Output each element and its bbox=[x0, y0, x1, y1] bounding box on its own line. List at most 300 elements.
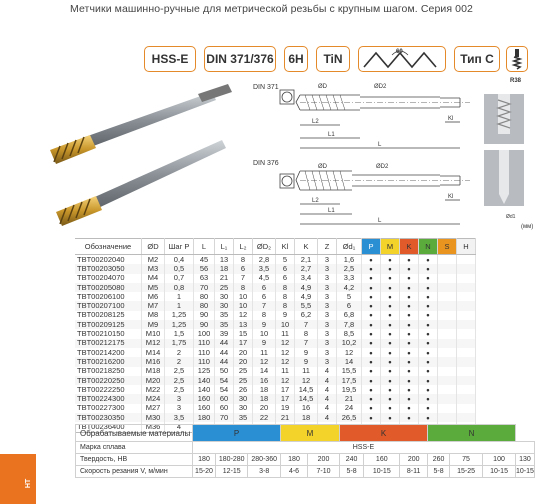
compat-cell: • bbox=[362, 404, 381, 413]
cell: 10,2 bbox=[337, 339, 362, 348]
compat-cell: • bbox=[419, 357, 438, 366]
cell: 18 bbox=[253, 394, 276, 403]
cell: TBT00227300 bbox=[75, 404, 142, 413]
tolerance-badge: 6H bbox=[284, 46, 308, 72]
header-6: ØD₂ bbox=[253, 239, 276, 255]
header-2: Шаг P bbox=[165, 239, 194, 255]
speed-cell: 15-20 bbox=[193, 466, 216, 478]
spec-table bbox=[75, 238, 476, 433]
compat-cell: • bbox=[362, 311, 381, 320]
cell: 4 bbox=[318, 394, 337, 403]
hardness-cell: 75 bbox=[450, 454, 483, 466]
compat-cell bbox=[457, 394, 476, 403]
header-10: Ød₁ bbox=[337, 239, 362, 255]
cell: 60 bbox=[215, 404, 234, 413]
cell: 25 bbox=[234, 376, 253, 385]
compat-cell bbox=[438, 311, 457, 320]
speed-cell: 3-8 bbox=[248, 466, 281, 478]
cell: 18 bbox=[295, 413, 318, 422]
header-9: Z bbox=[318, 239, 337, 255]
cell: M9 bbox=[142, 320, 165, 329]
cell: 7 bbox=[295, 339, 318, 348]
cell: 18 bbox=[253, 385, 276, 394]
cell: 21 bbox=[215, 274, 234, 283]
spiral-tap-icon bbox=[511, 48, 523, 70]
dim-l2-1: L2 bbox=[312, 119, 319, 125]
compat-cell: • bbox=[381, 394, 400, 403]
cell: 2,8 bbox=[253, 255, 276, 265]
cell: 2,5 bbox=[337, 264, 362, 273]
cell: 12 bbox=[276, 339, 295, 348]
cell: 8,5 bbox=[337, 329, 362, 338]
dim-d-1: ØD bbox=[318, 84, 327, 90]
compat-cell: • bbox=[419, 274, 438, 283]
compat-cell bbox=[457, 274, 476, 283]
thread-angle-badge bbox=[358, 46, 446, 72]
cell: 3,5 bbox=[253, 264, 276, 273]
cell: 3,4 bbox=[295, 274, 318, 283]
compat-cell bbox=[438, 367, 457, 376]
compat-cell bbox=[457, 385, 476, 394]
cell: TBT00210150 bbox=[75, 329, 142, 338]
cell: 140 bbox=[194, 385, 215, 394]
table-row bbox=[75, 264, 476, 273]
cell: 2,5 bbox=[165, 376, 194, 385]
cell: TBT00216200 bbox=[75, 357, 142, 366]
cell: 2,7 bbox=[295, 264, 318, 273]
cell: M7 bbox=[142, 301, 165, 310]
compat-cell bbox=[457, 348, 476, 357]
cell: TBT00218250 bbox=[75, 367, 142, 376]
cell: 6 bbox=[253, 283, 276, 292]
dim-d2-2: ØD2 bbox=[376, 164, 389, 170]
cell: 5 bbox=[276, 255, 295, 265]
cell: 17 bbox=[234, 339, 253, 348]
material-group-P: P bbox=[193, 425, 281, 442]
compat-cell: • bbox=[400, 376, 419, 385]
cell: 1,6 bbox=[337, 255, 362, 265]
dim-kl-1: Kl bbox=[448, 116, 454, 122]
compat-cell: • bbox=[419, 320, 438, 329]
cell: M24 bbox=[142, 394, 165, 403]
compat-cell: • bbox=[419, 394, 438, 403]
compat-cell bbox=[457, 376, 476, 385]
cell: 0,7 bbox=[165, 274, 194, 283]
cell: TBT00220250 bbox=[75, 376, 142, 385]
cell: 80 bbox=[194, 301, 215, 310]
compat-cell: • bbox=[362, 385, 381, 394]
cell: TBT00212175 bbox=[75, 339, 142, 348]
compat-cell: • bbox=[419, 292, 438, 301]
page-title: Метчики машинно-ручные для метрической резьбы с крупным шагом. Серия 002 bbox=[70, 3, 473, 15]
compat-cell: • bbox=[419, 385, 438, 394]
side-tab bbox=[0, 454, 36, 504]
cell: 3 bbox=[318, 329, 337, 338]
compat-cell bbox=[438, 255, 457, 265]
chip-badge bbox=[506, 46, 528, 72]
cell: 90 bbox=[194, 320, 215, 329]
cell: 7 bbox=[234, 274, 253, 283]
cell: 6 bbox=[253, 292, 276, 301]
cell: 50 bbox=[215, 367, 234, 376]
compat-cell bbox=[457, 357, 476, 366]
compat-cell bbox=[438, 329, 457, 338]
cell: 6 bbox=[234, 264, 253, 273]
cell: 3,5 bbox=[165, 413, 194, 422]
cell: 63 bbox=[194, 274, 215, 283]
cell: 30 bbox=[234, 404, 253, 413]
cell: M16 bbox=[142, 357, 165, 366]
cell: 3 bbox=[318, 301, 337, 310]
cell: 8 bbox=[295, 329, 318, 338]
cell: 3 bbox=[318, 357, 337, 366]
compat-cell: • bbox=[381, 320, 400, 329]
cell: 8 bbox=[276, 301, 295, 310]
speed-cell: 5-8 bbox=[428, 466, 450, 478]
compat-cell bbox=[438, 264, 457, 273]
cell: 2,5 bbox=[165, 385, 194, 394]
cell: 3 bbox=[318, 311, 337, 320]
compat-cell: • bbox=[381, 367, 400, 376]
dim-d-2: ØD bbox=[318, 164, 327, 170]
cell: 15 bbox=[234, 329, 253, 338]
cell: 3 bbox=[318, 339, 337, 348]
compat-cell: • bbox=[362, 292, 381, 301]
cell: 7,8 bbox=[337, 320, 362, 329]
din376-drawing bbox=[280, 171, 470, 224]
cell: 6 bbox=[276, 274, 295, 283]
cell: M14 bbox=[142, 348, 165, 357]
din371-label: DIN 371 bbox=[253, 84, 279, 91]
cell: 4,9 bbox=[295, 283, 318, 292]
compat-cell bbox=[438, 413, 457, 422]
cell: 4 bbox=[318, 367, 337, 376]
cell: 9 bbox=[295, 357, 318, 366]
cell: M36 bbox=[142, 422, 165, 432]
compat-cell bbox=[457, 255, 476, 265]
cell: 30 bbox=[234, 394, 253, 403]
cell: 10 bbox=[276, 320, 295, 329]
speed-cell: 10-15 bbox=[483, 466, 516, 478]
speed-cell: 10-15 bbox=[364, 466, 400, 478]
compat-cell bbox=[438, 404, 457, 413]
table-row bbox=[75, 320, 476, 329]
cell: 11 bbox=[276, 367, 295, 376]
compat-cell: • bbox=[400, 255, 419, 265]
compat-cell: • bbox=[419, 283, 438, 292]
cell: 100 bbox=[194, 329, 215, 338]
header-1: ØD bbox=[142, 239, 165, 255]
cell: M6 bbox=[142, 292, 165, 301]
cell: 110 bbox=[194, 357, 215, 366]
din376-label: DIN 376 bbox=[253, 160, 279, 167]
compat-cell: • bbox=[381, 348, 400, 357]
chip-label: R38 bbox=[510, 78, 522, 84]
technical-drawing bbox=[0, 80, 560, 240]
cell: 1 bbox=[165, 292, 194, 301]
cell: 12 bbox=[276, 357, 295, 366]
cell: TBT00224300 bbox=[75, 394, 142, 403]
speed-cell: 5-8 bbox=[340, 466, 364, 478]
cell: 3 bbox=[165, 394, 194, 403]
cell: M12 bbox=[142, 339, 165, 348]
compat-cell: • bbox=[381, 339, 400, 348]
header-0: Обозначение bbox=[75, 239, 142, 255]
compat-cell bbox=[457, 320, 476, 329]
compat-cell: • bbox=[419, 339, 438, 348]
compat-cell bbox=[457, 329, 476, 338]
speed-cell: 12-15 bbox=[216, 466, 248, 478]
compat-cell: • bbox=[362, 274, 381, 283]
cell: 0,5 bbox=[165, 264, 194, 273]
compat-cell: • bbox=[362, 329, 381, 338]
cell: 30 bbox=[215, 301, 234, 310]
cell: 2 bbox=[165, 357, 194, 366]
cell: 8 bbox=[253, 311, 276, 320]
header-13: K bbox=[400, 239, 419, 255]
table-row bbox=[75, 255, 476, 265]
compat-cell: • bbox=[381, 376, 400, 385]
hardness-cell: 200 bbox=[308, 454, 340, 466]
cell: 2 bbox=[165, 348, 194, 357]
cell: 3 bbox=[318, 274, 337, 283]
cell: 14,5 bbox=[295, 385, 318, 394]
table-row bbox=[75, 413, 476, 422]
compat-cell bbox=[438, 320, 457, 329]
section-view-top bbox=[484, 94, 524, 144]
header-7: Kl bbox=[276, 239, 295, 255]
speed-cell: 8-11 bbox=[400, 466, 428, 478]
cell: 80 bbox=[194, 292, 215, 301]
cell: 22 bbox=[253, 413, 276, 422]
cell: 7 bbox=[295, 320, 318, 329]
cell: 12 bbox=[276, 348, 295, 357]
cell: 8 bbox=[276, 292, 295, 301]
table-row bbox=[75, 367, 476, 376]
cell: 3 bbox=[318, 320, 337, 329]
compat-cell: • bbox=[362, 413, 381, 422]
cell: 125 bbox=[194, 367, 215, 376]
dim-l1-1: L1 bbox=[328, 132, 335, 138]
compat-cell bbox=[457, 301, 476, 310]
header-4: L₁ bbox=[215, 239, 234, 255]
cell: 160 bbox=[194, 404, 215, 413]
cell: 21 bbox=[276, 413, 295, 422]
compat-cell: • bbox=[400, 329, 419, 338]
cell: 17,5 bbox=[337, 376, 362, 385]
cell: 35 bbox=[215, 311, 234, 320]
standard-badge: DIN 371/376 bbox=[204, 46, 276, 72]
cell: 9 bbox=[295, 348, 318, 357]
side-tab-label: НТ bbox=[25, 478, 33, 489]
speed-cell: 15-25 bbox=[450, 466, 483, 478]
table-row bbox=[75, 274, 476, 283]
cell: 14 bbox=[253, 367, 276, 376]
cell: 24 bbox=[337, 404, 362, 413]
cell: 3 bbox=[318, 348, 337, 357]
cell: 20 bbox=[253, 404, 276, 413]
table-row bbox=[75, 348, 476, 357]
table-row bbox=[75, 394, 476, 403]
compat-cell: • bbox=[400, 311, 419, 320]
cell: 15,5 bbox=[337, 367, 362, 376]
cell: 12 bbox=[253, 357, 276, 366]
compat-cell: • bbox=[419, 255, 438, 265]
compat-cell bbox=[457, 311, 476, 320]
compat-cell bbox=[457, 339, 476, 348]
hardness-cell: 180-280 bbox=[216, 454, 248, 466]
hardness-cell: 160 bbox=[364, 454, 400, 466]
compat-cell: • bbox=[400, 339, 419, 348]
cell: 18 bbox=[215, 264, 234, 273]
cell: 20 bbox=[234, 357, 253, 366]
cell: 3,3 bbox=[337, 274, 362, 283]
cell: 26 bbox=[234, 385, 253, 394]
cell: 4 bbox=[318, 376, 337, 385]
compat-cell bbox=[457, 367, 476, 376]
unit-label: (мм) bbox=[521, 224, 534, 230]
cell: 44 bbox=[215, 357, 234, 366]
dim-kl-2: Kl bbox=[448, 194, 454, 200]
cell: 5,5 bbox=[295, 301, 318, 310]
cell: 56 bbox=[194, 264, 215, 273]
compat-cell bbox=[438, 394, 457, 403]
cell: TBT00209125 bbox=[75, 320, 142, 329]
speed-label: Скорость резания V, м/мин bbox=[76, 466, 193, 478]
dim-l2-2: L2 bbox=[312, 198, 319, 204]
hardness-row bbox=[76, 454, 535, 466]
compat-cell: • bbox=[362, 376, 381, 385]
hardness-cell: 100 bbox=[483, 454, 516, 466]
thread-profile-icon bbox=[362, 47, 442, 71]
cell: 17 bbox=[276, 385, 295, 394]
cell: 10 bbox=[253, 329, 276, 338]
table-row bbox=[75, 339, 476, 348]
compat-cell: • bbox=[400, 320, 419, 329]
compat-cell: • bbox=[400, 301, 419, 310]
angle-label: 60 bbox=[396, 49, 403, 55]
cell: TBT00204070 bbox=[75, 274, 142, 283]
compat-cell bbox=[457, 264, 476, 273]
header-15: S bbox=[438, 239, 457, 255]
compat-cell: • bbox=[419, 329, 438, 338]
cell: 11 bbox=[276, 329, 295, 338]
cell: 25 bbox=[234, 367, 253, 376]
cell: 54 bbox=[215, 385, 234, 394]
compat-cell: • bbox=[400, 394, 419, 403]
compat-cell: • bbox=[381, 255, 400, 265]
table-row bbox=[75, 292, 476, 301]
compat-cell: • bbox=[381, 413, 400, 422]
cell: 35 bbox=[234, 413, 253, 422]
cell: 20 bbox=[234, 348, 253, 357]
cell: 11 bbox=[253, 348, 276, 357]
cell: 110 bbox=[194, 339, 215, 348]
dim-d2-1: ØD2 bbox=[374, 84, 387, 90]
cell: 44 bbox=[215, 339, 234, 348]
header-12: M bbox=[381, 239, 400, 255]
cell: 1,5 bbox=[165, 329, 194, 338]
cell: M18 bbox=[142, 367, 165, 376]
compat-cell: • bbox=[362, 357, 381, 366]
compat-cell bbox=[457, 413, 476, 422]
cell: 3 bbox=[318, 255, 337, 265]
cell: 45 bbox=[194, 255, 215, 265]
header-3: L bbox=[194, 239, 215, 255]
alloy-row bbox=[76, 442, 535, 454]
compat-cell: • bbox=[381, 264, 400, 273]
hardness-cell: 130 bbox=[516, 454, 535, 466]
cell: 4 bbox=[318, 385, 337, 394]
cell: M4 bbox=[142, 274, 165, 283]
cell: 8 bbox=[234, 283, 253, 292]
compat-cell: • bbox=[400, 292, 419, 301]
cell: 4,5 bbox=[253, 274, 276, 283]
cell: 11 bbox=[295, 367, 318, 376]
material-group-N: N bbox=[428, 425, 516, 442]
compat-cell: • bbox=[419, 376, 438, 385]
table-row bbox=[75, 301, 476, 310]
compat-cell: • bbox=[362, 255, 381, 265]
cell: 6 bbox=[276, 264, 295, 273]
cell: 6,8 bbox=[337, 311, 362, 320]
compat-cell bbox=[438, 339, 457, 348]
cell: TBT00207100 bbox=[75, 301, 142, 310]
cell: 180 bbox=[194, 413, 215, 422]
compat-cell: • bbox=[419, 311, 438, 320]
cell: 19,5 bbox=[337, 385, 362, 394]
cell: 5 bbox=[337, 292, 362, 301]
cell: TBT00205080 bbox=[75, 283, 142, 292]
cell: 1,25 bbox=[165, 311, 194, 320]
header-8: K bbox=[295, 239, 318, 255]
compat-cell: • bbox=[419, 367, 438, 376]
cell: 44 bbox=[215, 348, 234, 357]
table-header-row bbox=[75, 239, 476, 255]
cell: 19 bbox=[276, 404, 295, 413]
speed-cell: 10-15 bbox=[516, 466, 535, 478]
table-row bbox=[75, 357, 476, 366]
table-row bbox=[75, 283, 476, 292]
compat-cell: • bbox=[381, 274, 400, 283]
compat-cell: • bbox=[400, 385, 419, 394]
cell: 21 bbox=[337, 394, 362, 403]
cell: 110 bbox=[194, 348, 215, 357]
cell: 13 bbox=[234, 320, 253, 329]
cell: 26,5 bbox=[337, 413, 362, 422]
cell: 0,4 bbox=[165, 255, 194, 265]
speed-cell: 7-10 bbox=[308, 466, 340, 478]
table-row bbox=[75, 385, 476, 394]
cell: 12 bbox=[295, 376, 318, 385]
cell: 0,8 bbox=[165, 283, 194, 292]
compat-cell: • bbox=[400, 413, 419, 422]
cell: 14 bbox=[337, 357, 362, 366]
cell: 12 bbox=[276, 376, 295, 385]
cell: 4,2 bbox=[337, 283, 362, 292]
compat-cell: • bbox=[400, 357, 419, 366]
speed-cell: 4-6 bbox=[281, 466, 308, 478]
compat-cell: • bbox=[419, 348, 438, 357]
compat-cell: • bbox=[362, 264, 381, 273]
cell: 4,9 bbox=[295, 292, 318, 301]
dim-d1: Ød1 bbox=[506, 214, 516, 220]
cell: 3 bbox=[318, 283, 337, 292]
compat-cell: • bbox=[400, 367, 419, 376]
cell: 3 bbox=[318, 264, 337, 273]
cell: 6 bbox=[337, 301, 362, 310]
compat-cell: • bbox=[400, 283, 419, 292]
